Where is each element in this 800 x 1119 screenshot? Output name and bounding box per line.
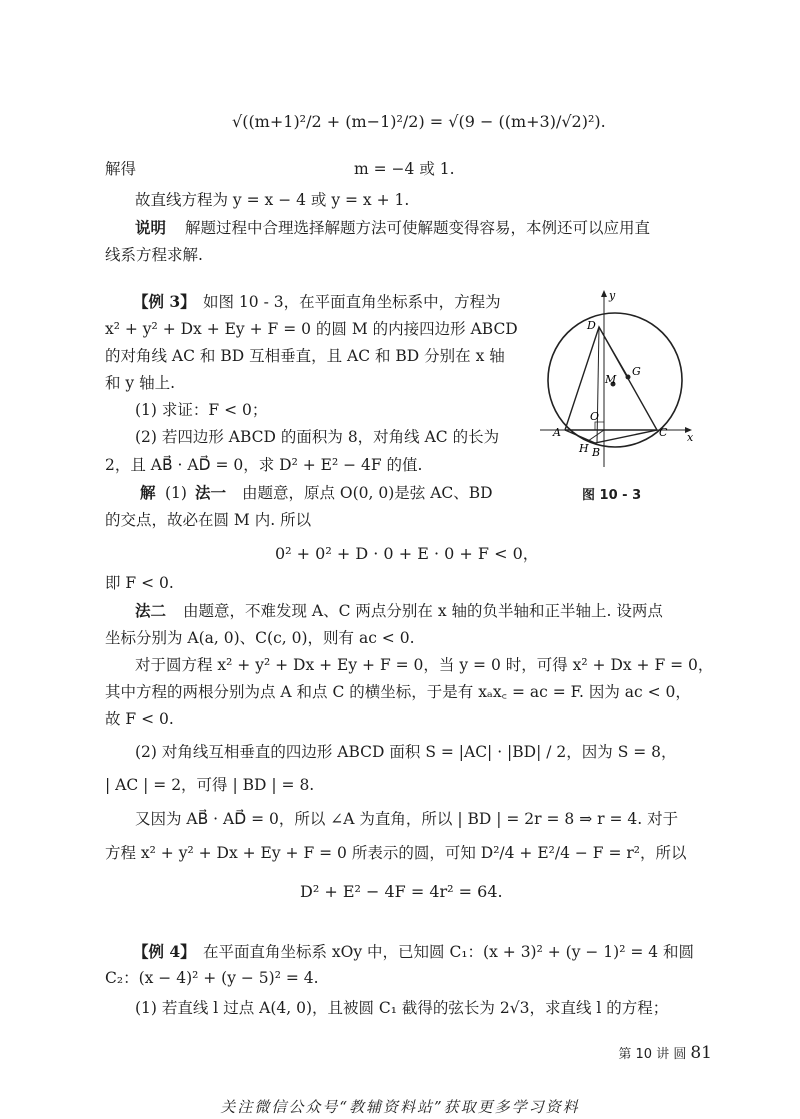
text-part2-line3: 又因为 AB⃗ · AD⃗ = 0，所以 ∠A 为直角，所以 | BD | = 2r = 8 ⇒ r = 4. 对于 [135,810,679,828]
text-part2-line4: 方程 x² + y² + Dx + Ey + F = 0 所表示的圆，可知 D²/4 + E²/4 − F = r²，所以 [105,844,687,862]
right-angle-marker [595,422,604,430]
page-number: 81 [690,1043,712,1063]
diagonal-bd [597,327,599,443]
text-method-1: 由题意，原点 O(0, 0)是弦 AC、BD [242,484,493,502]
text-method-2-line2: 坐标分别为 A(a, 0)、C(c, 0)，则有 ac < 0. [105,629,415,647]
text-jiede: 解得 [105,160,137,178]
text-method-2-line5: 故 F < 0. [105,710,174,728]
text-ex3-line3: 的对角线 AC 和 BD 互相垂直，且 AC 和 BD 分别在 x 轴 [105,347,505,365]
label-shuoming: 说明 [135,218,167,237]
equation-m-values: m = −4 或 1. [354,160,455,178]
equation-origin-inside: 0² + 0² + D · 0 + E · 0 + F < 0， [275,544,539,563]
point-g [626,375,631,380]
label-jie: 解 [140,483,156,502]
text-ex3-line4: 和 y 轴上. [105,374,176,392]
text-line-eq: 故直线方程为 y = x − 4 或 y = x + 1. [135,191,410,209]
text-method-2-line4: 其中方程的两根分别为点 A 和点 C 的横坐标，于是有 xₐx꜀ = ac = F. 因为 ac < 0， [105,683,691,701]
label-h: H [579,442,589,455]
text-ex4-line2: C₂：(x − 4)² + (y − 5)² = 4. [105,969,319,987]
label-b: B [592,446,601,459]
text-ex4-q1: (1) 若直线 l 过点 A(4, 0)，且被圆 C₁ 截得的弦长为 2√3，求直线 l 的方程； [135,999,669,1017]
watermark-text: 关注微信公众号“教辅资料站”获取更多学习资料 [220,1098,580,1116]
text-shuoming: 解题过程中合理选择解题方法可使解题变得容易，本例还可以应用直 [185,219,651,237]
y-axis-arrow-icon [601,290,607,297]
label-x: x [687,431,694,444]
text-ex4-line1: 在平面直角坐标系 xOy 中，已知圆 C₁：(x + 3)² + (y − 1)² = 4 和圆 [203,943,695,961]
label-method-2: 法二 [135,601,167,620]
page-footer [618,1043,712,1063]
text-method-2-line3: 对于圆方程 x² + y² + Dx + Ey + F = 0，当 y = 0 时，可得 x² + Dx + F = 0， [135,656,714,674]
text-ex3-line2: x² + y² + Dx + Ey + F = 0 的圆 M 的内接四边形 ABCD [105,320,518,338]
label-method-1: 法一 [195,483,227,502]
text-ex3-q2-cont: 2，且 AB⃗ · AD⃗ = 0，求 D² + E² − 4F 的值. [105,456,423,474]
text-part2-line2: | AC | = 2，可得 | BD | = 8. [105,776,315,794]
segment-oh [588,430,604,441]
figure-10-3 [535,285,710,475]
label-d: D [587,319,596,332]
footer-lecture: 第 10 讲 圆 [618,1047,687,1062]
text-shuoming-cont: 线系方程求解. [105,246,203,264]
label-o: O [590,410,600,423]
label-g: G [632,365,641,378]
figure-caption: 图 10 - 3 [582,488,642,503]
text-f-negative: 即 F < 0. [105,574,174,592]
text-method-1-cont: 的交点，故必在圆 M 内. 所以 [105,511,312,529]
equation-line-sqrt: √((m+1)²/2 + (m−1)²/2) = √(9 − ((m+3)/√2)²). [232,112,606,131]
segment-dg [599,327,628,377]
label-a: A [553,426,561,439]
text-ex3-q1: (1) 求证：F < 0； [135,401,268,419]
text-part2: (2) 对角线互相垂直的四边形 ABCD 面积 S = |AC| · |BD| / 2，因为 S = 8， [135,743,677,761]
label-example-3: 【例 3】 [133,292,196,311]
equation-result-64: D² + E² − 4F = 4r² = 64. [300,882,503,901]
label-y: y [609,289,616,302]
text-ex3-line1: 如图 10 - 3，在平面直角坐标系中，方程为 [203,293,501,311]
text-ex3-q2: (2) 若四边形 ABCD 的面积为 8，对角线 AC 的长为 [135,428,500,446]
label-m: M [605,373,617,386]
text-method-2: 由题意，不难发现 A、C 两点分别在 x 轴的负半轴和正半轴上. 设两点 [183,602,663,620]
label-c: C [659,426,668,439]
label-example-4: 【例 4】 [133,942,196,961]
text-part1: (1) [165,484,187,502]
